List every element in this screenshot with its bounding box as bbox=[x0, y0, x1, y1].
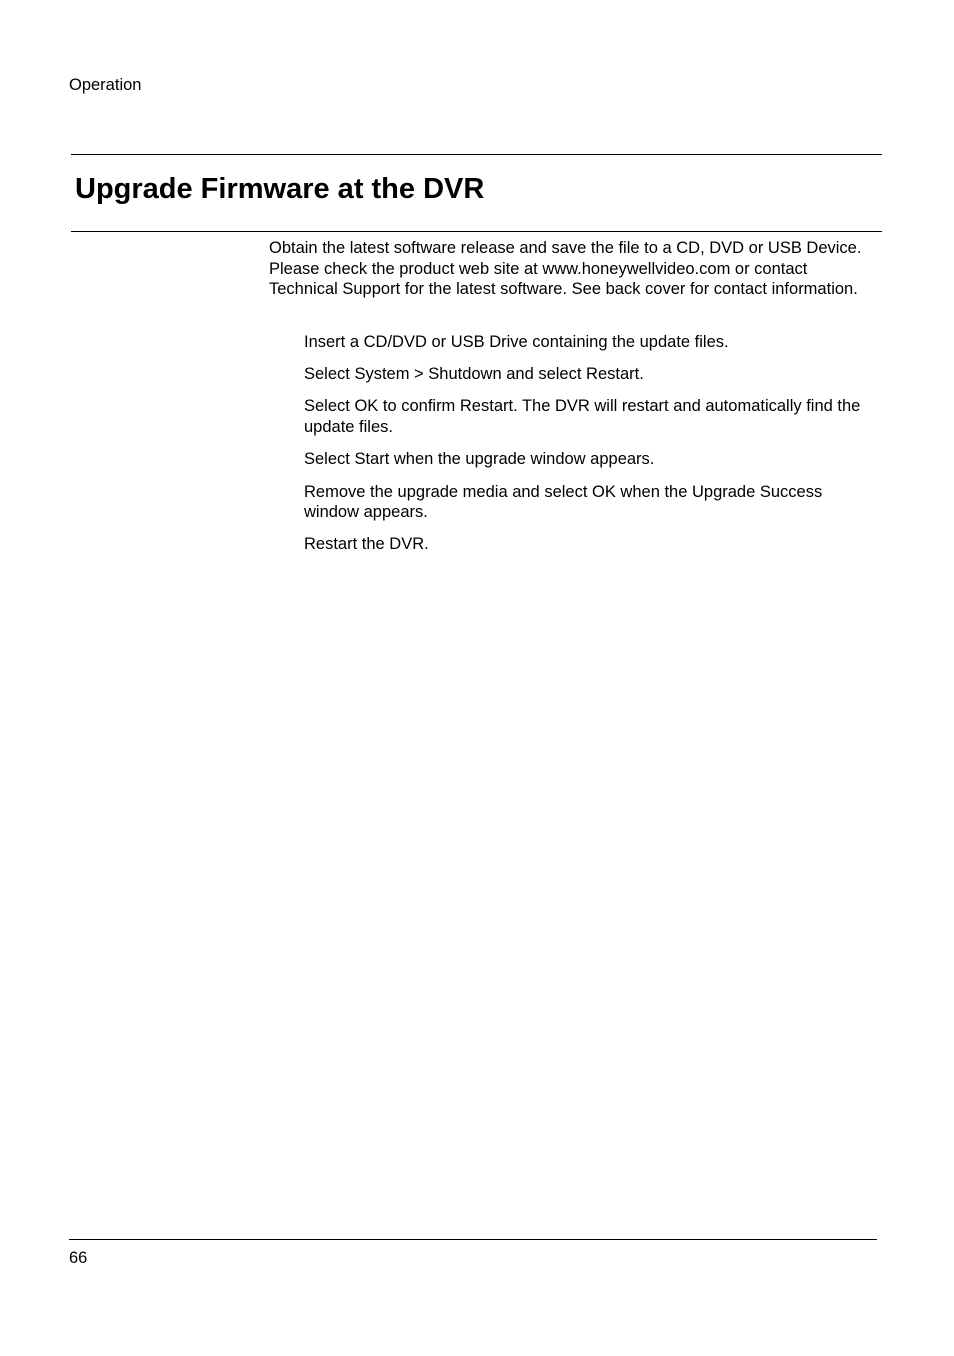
running-header: Operation bbox=[69, 76, 142, 94]
page-number: 66 bbox=[69, 1249, 88, 1267]
procedure-step: Insert a CD/DVD or USB Drive containing the update files. bbox=[304, 333, 729, 351]
procedure-steps bbox=[304, 332, 869, 567]
procedure-step: Restart the DVR. bbox=[304, 535, 429, 554]
procedure-step: Select System > Shutdown and select Restart. bbox=[304, 365, 644, 384]
footer-rule bbox=[69, 1239, 877, 1240]
procedure-step: Select OK to confirm Restart. The DVR will restart and automatically find the update files. bbox=[304, 397, 861, 437]
section-bottom-rule bbox=[71, 231, 882, 232]
procedure-step: Select Start when the upgrade window appears. bbox=[304, 450, 655, 469]
intro-paragraph: Obtain the latest software release and save the file to a CD, DVD or USB Device. Please check the product web site at www.honeywellvideo.com or contact Technical Support for the latest software. See back cover for contact information. bbox=[269, 239, 862, 299]
section-title: Upgrade Firmware at the DVR bbox=[75, 173, 485, 205]
procedure-step: Remove the upgrade media and select OK when the Upgrade Success window appears. bbox=[304, 482, 823, 522]
section-top-rule bbox=[71, 154, 882, 155]
